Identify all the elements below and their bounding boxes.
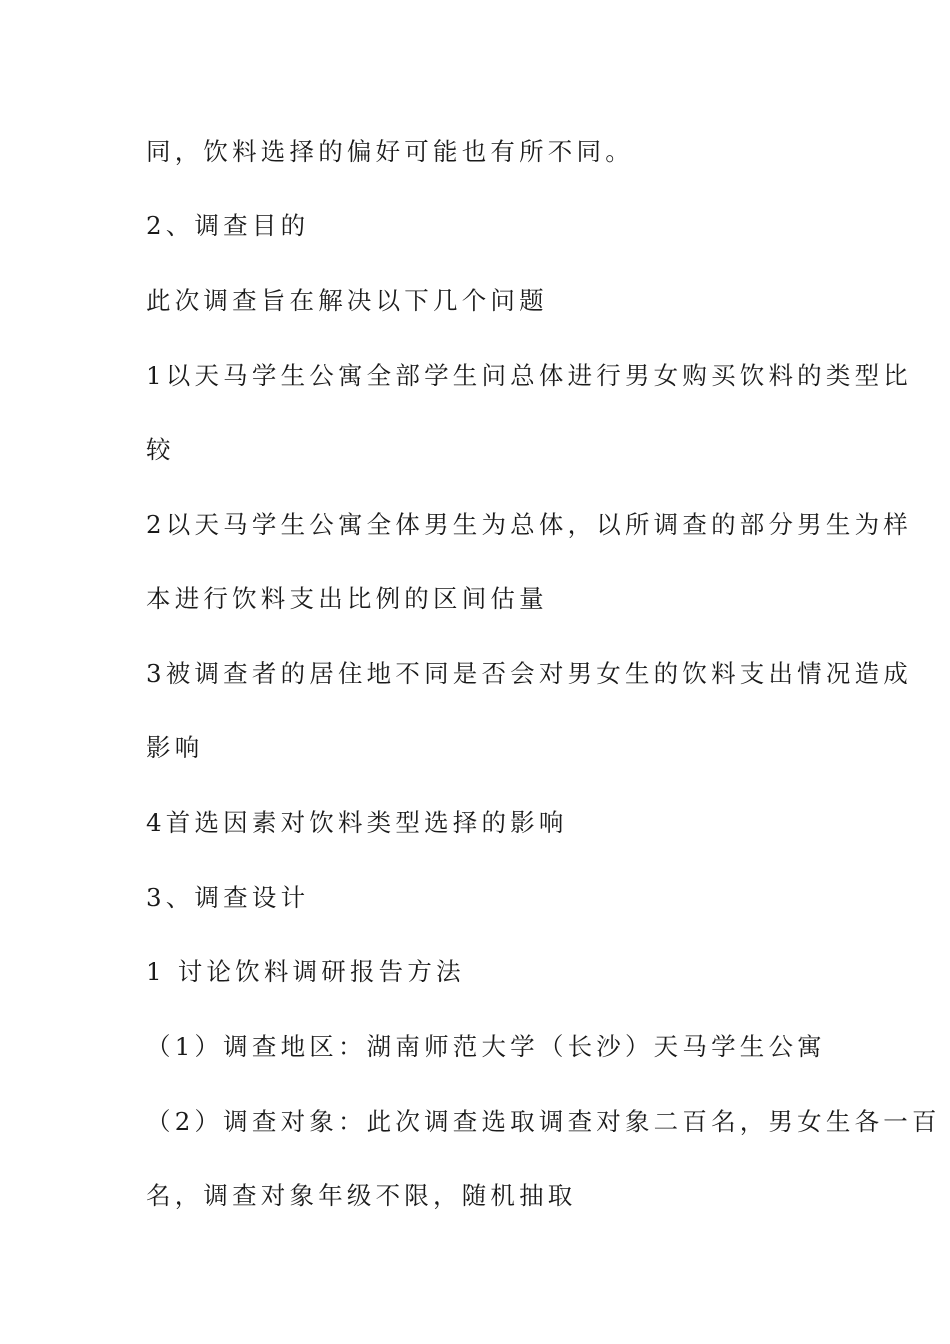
paragraph-continuation: 同，饮料选择的偏好可能也有所不同。: [146, 137, 634, 166]
list-item-2-continuation: 本进行饮料支出比例的区间估量: [146, 584, 548, 613]
list-item-2: 2以天马学生公寓全体男生为总体，以所调查的部分男生为样: [146, 510, 912, 539]
design-item-area: （1）调查地区：湖南师范大学（长沙）天马学生公寓: [146, 1032, 826, 1061]
list-item-4: 4首选因素对饮料类型选择的影响: [146, 808, 568, 837]
section-heading-design: 3、调查设计: [146, 883, 310, 912]
subsection-heading-method: 1 讨论饮料调研报告方法: [146, 957, 465, 986]
section-heading-purpose: 2、调查目的: [146, 211, 310, 240]
design-item-subjects-continuation: 名，调查对象年级不限，随机抽取: [146, 1181, 577, 1210]
design-item-subjects: （2）调查对象：此次调查选取调查对象二百名，男女生各一百: [146, 1107, 941, 1136]
paragraph-intro: 此次调查旨在解决以下几个问题: [146, 286, 548, 315]
list-item-1: 1以天马学生公寓全部学生问总体进行男女购买饮料的类型比: [146, 361, 912, 390]
list-item-1-continuation: 较: [146, 435, 175, 464]
list-item-3-continuation: 影响: [146, 733, 204, 762]
list-item-3: 3被调查者的居住地不同是否会对男女生的饮料支出情况造成: [146, 659, 912, 688]
